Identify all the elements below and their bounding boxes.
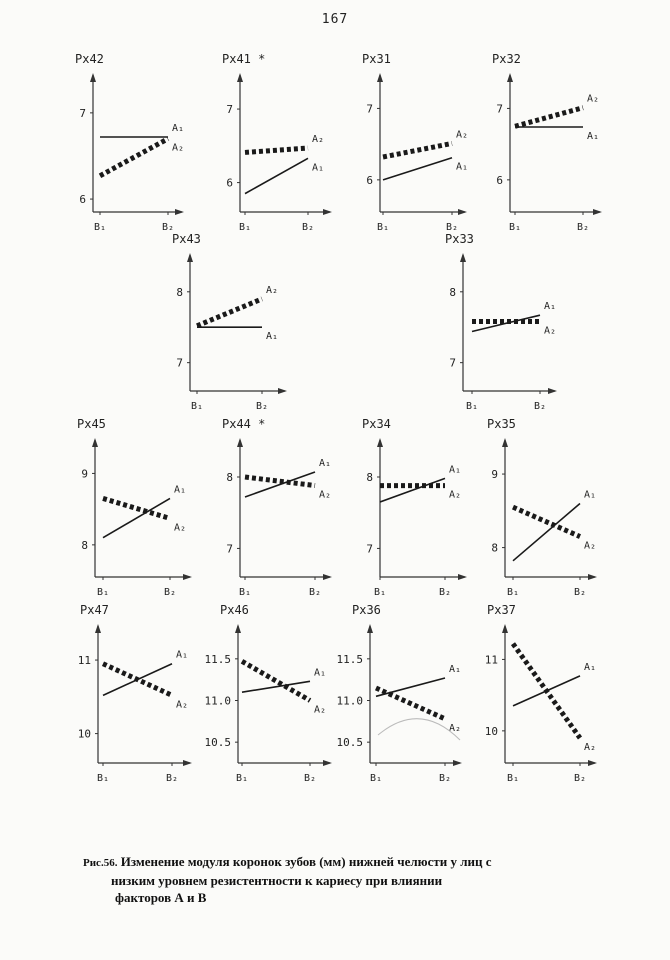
chart-px46 xyxy=(205,603,333,784)
x-tick-label: B₂ xyxy=(303,773,317,784)
chart-title: Px46 xyxy=(220,603,249,617)
y-tick-label: 8 xyxy=(449,285,456,299)
x-tick-label: B₂ xyxy=(576,222,590,233)
y-tick-label: 7 xyxy=(226,542,233,556)
chart-title: Px35 xyxy=(487,417,516,431)
y-tick-label: 11 xyxy=(77,654,91,668)
y-tick-label: 8 xyxy=(366,471,373,484)
series-label-a1: A₁ xyxy=(172,123,185,134)
series-label-a1: A₁ xyxy=(312,162,325,174)
y-axis-arrow xyxy=(237,438,243,447)
series-label-a2: A₂ xyxy=(172,142,185,154)
y-tick-label: 7 xyxy=(496,102,503,116)
x-tick-label: B₂ xyxy=(255,401,269,412)
chart-px41 xyxy=(222,52,332,233)
y-tick-label: 7 xyxy=(176,356,183,370)
x-tick-label: B₁ xyxy=(506,773,520,784)
caption-line-3: факторов А и В xyxy=(115,890,207,905)
x-tick-label: B₂ xyxy=(533,401,547,412)
x-tick-label: B₂ xyxy=(161,222,175,233)
y-tick-label: 11.0 xyxy=(336,694,363,708)
x-tick-label: B₁ xyxy=(238,587,252,598)
series-label-a2: A₂ xyxy=(319,489,332,501)
x-axis-arrow xyxy=(278,388,287,394)
x-tick-label: B₁ xyxy=(93,222,107,233)
x-axis-arrow xyxy=(588,574,597,580)
series-line-a2 xyxy=(103,498,170,518)
x-tick-label: B₂ xyxy=(573,773,587,784)
y-tick-label: 8 xyxy=(176,285,183,299)
y-axis-arrow xyxy=(367,624,373,633)
series-label-a1: A₁ xyxy=(584,489,597,501)
x-tick-label: B₁ xyxy=(96,587,110,598)
chart-px45 xyxy=(77,417,192,598)
series-line-a1 xyxy=(513,503,580,560)
series-label-a2: A₂ xyxy=(314,704,327,716)
series-label-a2: A₂ xyxy=(544,325,557,337)
series-label-a1: A₁ xyxy=(544,301,557,313)
y-tick-label: 10 xyxy=(77,727,91,741)
caption-text-1: Изменение модуля коронок зубов (мм) нижней челюсти у лиц с xyxy=(120,854,492,869)
chart-px35 xyxy=(487,417,597,598)
series-line-a1 xyxy=(242,681,310,692)
y-axis-arrow xyxy=(95,624,101,633)
x-axis-arrow xyxy=(588,760,597,766)
series-label-a1: A₁ xyxy=(456,161,469,173)
series-label-a2: A₂ xyxy=(449,722,462,734)
series-line-a2 xyxy=(197,299,262,326)
x-axis-arrow xyxy=(593,209,602,215)
series-label-a2: A₂ xyxy=(456,129,469,141)
scan-mark xyxy=(378,719,460,740)
y-tick-label: 6 xyxy=(79,193,86,207)
y-tick-label: 8 xyxy=(81,538,88,552)
y-tick-label: 9 xyxy=(81,467,88,481)
y-axis-arrow xyxy=(187,253,193,262)
y-tick-label: 7 xyxy=(79,106,86,120)
series-label-a1: A₁ xyxy=(176,649,189,661)
x-tick-label: B₁ xyxy=(235,773,249,784)
y-axis-arrow xyxy=(237,73,243,82)
x-axis-arrow xyxy=(453,760,462,766)
y-tick-label: 8 xyxy=(491,541,498,555)
series-label-a1: A₁ xyxy=(584,661,597,673)
x-tick-label: B₂ xyxy=(573,587,587,598)
series-line-a1 xyxy=(376,678,445,696)
series-label-a1: A₁ xyxy=(449,464,462,476)
chart-title: Px45 xyxy=(77,417,106,431)
series-label-a1: A₁ xyxy=(449,664,462,675)
chart-title: Px37 xyxy=(487,603,516,617)
series-label-a2: A₂ xyxy=(449,489,462,501)
series-line-a2 xyxy=(242,661,310,700)
figure-caption xyxy=(83,853,643,906)
chart-px43 xyxy=(172,232,287,412)
chart-title: Px36 xyxy=(352,603,381,617)
series-line-a2 xyxy=(376,688,445,719)
x-tick-label: B₂ xyxy=(445,222,459,233)
x-tick-label: B₁ xyxy=(238,222,252,233)
series-line-a2 xyxy=(513,644,580,738)
series-label-a2: A₂ xyxy=(266,284,279,296)
x-tick-label: B₁ xyxy=(373,587,387,598)
chart-px36 xyxy=(337,603,463,784)
y-tick-label: 9 xyxy=(491,468,498,482)
chart-title: Px44 * xyxy=(222,417,266,431)
caption-line-1 xyxy=(83,853,643,872)
y-tick-label: 7 xyxy=(366,542,373,556)
x-tick-label: B₁ xyxy=(369,773,383,784)
y-tick-label: 7 xyxy=(226,103,233,117)
x-tick-label: B₁ xyxy=(96,773,110,784)
y-tick-label: 6 xyxy=(496,173,503,187)
x-axis-arrow xyxy=(458,574,467,580)
series-line-a2 xyxy=(245,148,308,152)
y-tick-label: 8 xyxy=(226,471,233,484)
chart-title: Px31 xyxy=(362,52,391,66)
x-tick-label: B₂ xyxy=(438,587,452,598)
y-tick-label: 10.5 xyxy=(336,736,363,750)
x-axis-arrow xyxy=(548,388,557,394)
chart-px47 xyxy=(78,603,192,784)
y-axis-arrow xyxy=(507,73,513,82)
series-line-a1 xyxy=(380,478,445,502)
series-label-a2: A₂ xyxy=(584,540,597,552)
y-axis-arrow xyxy=(235,624,241,633)
series-label-a1: A₁ xyxy=(587,131,600,142)
page-number: 167 xyxy=(321,12,349,27)
series-label-a1: A₁ xyxy=(174,484,187,496)
series-line-a1 xyxy=(245,158,308,193)
x-tick-label: B₁ xyxy=(465,401,479,412)
series-label-a2: A₂ xyxy=(174,522,187,534)
x-tick-label: B₂ xyxy=(163,587,177,598)
chart-px42 xyxy=(75,52,184,233)
chart-px32 xyxy=(492,52,602,233)
caption-line-2: низким уровнем резистентности к кариесу при влиянии xyxy=(111,873,443,888)
chart-px37 xyxy=(485,603,597,784)
y-axis-arrow xyxy=(92,438,98,447)
y-tick-label: 6 xyxy=(226,176,233,190)
y-axis-arrow xyxy=(502,624,508,633)
caption-prefix: Рис.56. xyxy=(83,857,118,869)
x-tick-label: B₂ xyxy=(308,587,322,598)
y-tick-label: 10 xyxy=(484,724,498,738)
x-tick-label: B₂ xyxy=(165,773,179,784)
series-line-a1 xyxy=(103,498,170,537)
chart-px33 xyxy=(445,232,557,412)
y-axis-arrow xyxy=(377,438,383,447)
y-tick-label: 7 xyxy=(366,102,373,116)
x-axis-arrow xyxy=(323,209,332,215)
y-tick-label: 11.5 xyxy=(204,652,231,666)
chart-title: Px32 xyxy=(492,52,521,66)
series-line-a2 xyxy=(383,143,452,157)
chart-title: Px42 xyxy=(75,52,104,66)
x-axis-arrow xyxy=(183,574,192,580)
x-axis-arrow xyxy=(183,760,192,766)
x-tick-label: B₁ xyxy=(508,222,522,233)
series-label-a2: A₂ xyxy=(312,134,325,146)
y-axis-arrow xyxy=(502,438,508,447)
chart-px31 xyxy=(362,52,468,233)
chart-title: Px43 xyxy=(172,232,201,246)
y-tick-label: 10.5 xyxy=(204,736,231,750)
chart-title: Px34 xyxy=(362,417,391,431)
y-tick-label: 11.5 xyxy=(336,652,363,666)
x-axis-arrow xyxy=(323,760,332,766)
series-label-a1: A₁ xyxy=(314,667,327,679)
x-axis-arrow xyxy=(175,209,184,215)
x-tick-label: B₂ xyxy=(301,222,315,233)
series-line-a2 xyxy=(515,108,583,127)
series-label-a2: A₂ xyxy=(584,742,597,753)
y-axis-arrow xyxy=(460,253,466,262)
series-line-a2 xyxy=(100,139,168,176)
chart-title: Px47 xyxy=(80,603,109,617)
chart-title: Px41 * xyxy=(222,52,266,66)
series-label-a1: A₁ xyxy=(319,458,332,469)
y-tick-label: 11 xyxy=(484,653,498,667)
y-tick-label: 6 xyxy=(366,173,373,187)
series-label-a1: A₁ xyxy=(266,331,279,343)
x-tick-label: B₁ xyxy=(190,401,204,412)
chart-px34 xyxy=(362,417,467,598)
series-label-a2: A₂ xyxy=(587,93,600,105)
x-tick-label: B₂ xyxy=(438,773,452,784)
x-axis-arrow xyxy=(323,574,332,580)
chart-px44 xyxy=(222,417,332,598)
series-line-a1 xyxy=(383,158,452,180)
x-axis-arrow xyxy=(458,209,467,215)
chart-title: Px33 xyxy=(445,232,474,246)
y-axis-arrow xyxy=(90,73,96,82)
y-tick-label: 7 xyxy=(449,356,456,370)
series-label-a2: A₂ xyxy=(176,699,189,711)
y-tick-label: 11.0 xyxy=(204,694,231,708)
x-tick-label: B₁ xyxy=(506,587,520,598)
y-axis-arrow xyxy=(377,73,383,82)
x-tick-label: B₁ xyxy=(376,222,390,233)
